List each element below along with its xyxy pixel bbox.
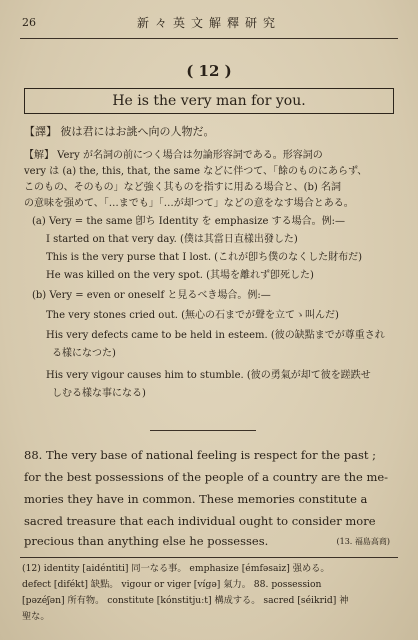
translation: 【譯】 彼は君にはお誂へ向の人物だ。 <box>24 125 215 138</box>
key-sentence-box: He is the very man for you. <box>24 88 394 114</box>
passage-line-5: precious than anything else he possesses. <box>24 534 269 548</box>
case-b-label: (b) Very = even or oneself と見るべき場合。例:— <box>32 290 271 301</box>
case-b-example-3-cont: しむる樣な事になる) <box>52 388 146 399</box>
explanation-line-2: very は (a) the, this, that, the same などに伴つて、「餘のものにあらず、 <box>24 166 368 177</box>
case-a-example-1: I started on that very day. (僕は其當日直樣出發した) <box>46 234 298 245</box>
case-b-example-2-cont: る樣になつた) <box>52 348 116 359</box>
passage-line-2: for the best possessions of the people of a country are the me- <box>24 470 389 484</box>
passage-line-4: sacred treasure that each individual ought to consider more <box>24 514 376 528</box>
page-header <box>22 14 396 34</box>
case-a-label: (a) Very = the same 卽ち Identity を emphasize する場合。例:— <box>32 216 345 227</box>
explanation-line-1: 【解】 Very が名詞の前につく場合は勿論形容詞である。形容詞の <box>24 150 323 161</box>
passage-line-3: mories they have in common. These memories constitute a <box>24 492 368 506</box>
case-b-example-1: The very stones cried out. (無心の石までが聲を立てゝ叫んだ) <box>46 310 339 321</box>
note-line-3: [pəzéʃən] 所有物。 constitute [kónstitjuːt] 構成する。 sacred [séikrid] 神 <box>22 595 349 606</box>
passage-source: (13. 福島高商) <box>336 537 390 546</box>
section-divider <box>150 430 256 431</box>
running-title: 新々英文解釋研究 <box>136 16 281 30</box>
passage-line-1: 88. The very base of national feeling is respect for the past ; <box>24 448 376 462</box>
case-a-example-2: This is the very purse that I lost. (これが卽ち僕のなくした財布だ) <box>46 252 362 263</box>
header-rule <box>20 38 398 39</box>
explanation-line-3: このもの、そのもの」など強く其ものを指すに用ゐる場合と、(b) 名詞 <box>24 182 341 193</box>
case-a-example-3: He was killed on the very spot. (其場を離れず卽死した) <box>46 270 314 281</box>
note-line-1: (12) identity [aidéntiti] 同一なる事。 emphasize [émfəsaiz] 强める。 <box>22 563 330 574</box>
page-number: 26 <box>22 16 36 29</box>
notes-rule <box>20 557 398 558</box>
explanation-line-4: の意味を强めて、「…までも」「…が却つて」などの意をなす場合とある。 <box>24 198 354 209</box>
section-number: ( 12 ) <box>186 62 232 80</box>
note-line-2: defect [difékt] 缺點。 vigour or viger [vígə] 氣力。 88. possession <box>22 579 322 590</box>
case-b-example-3: His very vigour causes him to stumble. (彼の勇氣が却て彼を蹉跌せ <box>46 370 371 381</box>
case-b-example-2: His very defects came to be held in esteem. (彼の缺點までが尊重され <box>46 330 385 341</box>
note-line-4: 聖な。 <box>22 611 50 622</box>
